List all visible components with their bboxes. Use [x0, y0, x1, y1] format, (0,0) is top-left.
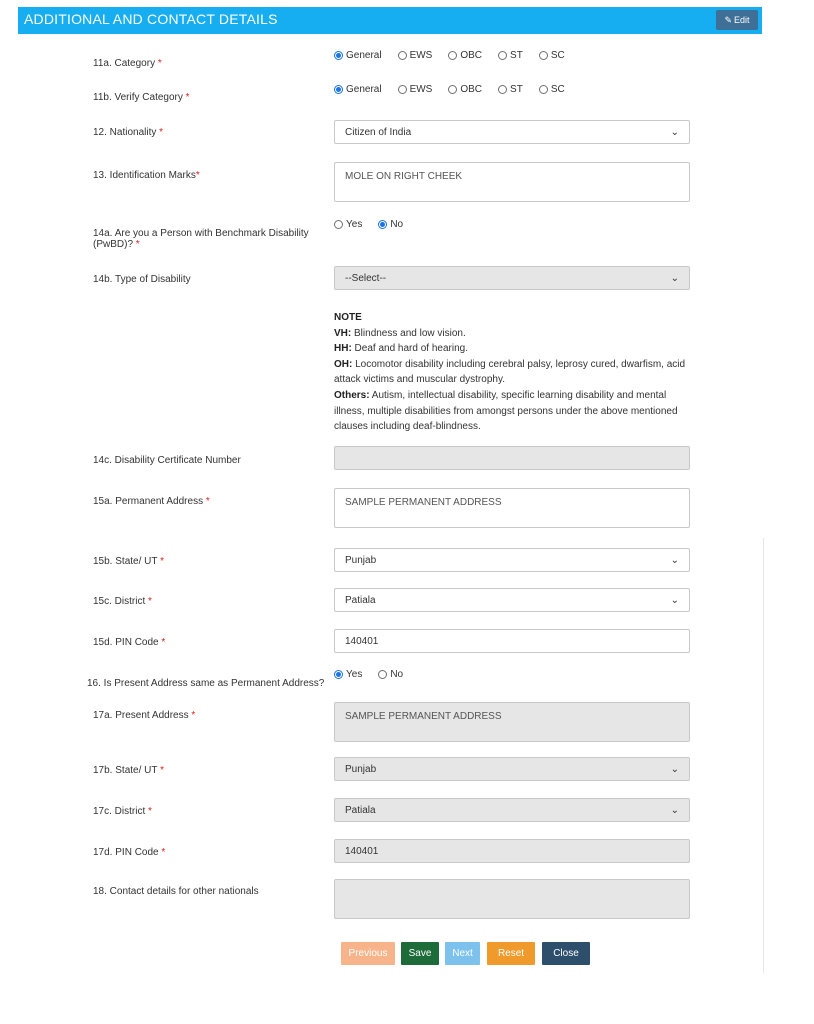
same-address-radio-group: [334, 669, 419, 680]
next-button[interactable]: Next: [445, 942, 480, 965]
verify-category-radio-ews[interactable]: EWS: [398, 84, 433, 95]
chevron-down-icon: ⌄: [670, 272, 679, 284]
category-radio-obc[interactable]: OBC: [448, 50, 482, 61]
pwbd-radio-no[interactable]: No: [378, 219, 403, 230]
nationality-label: 12. Nationality *: [93, 127, 164, 138]
same-address-radio-no[interactable]: No: [378, 669, 403, 680]
permanent-pin-input[interactable]: 140401: [334, 629, 690, 653]
chevron-down-icon: ⌄: [670, 554, 679, 566]
permanent-pin-label: 15d. PIN Code *: [93, 637, 166, 648]
disability-type-label: 14b. Type of Disability: [93, 274, 191, 285]
verify-category-label: 11b. Verify Category *: [93, 92, 190, 103]
save-button[interactable]: Save: [401, 942, 439, 965]
disability-certificate-input[interactable]: [334, 446, 690, 470]
present-state-select[interactable]: Punjab ⌄: [334, 757, 690, 781]
category-label: 11a. Category *: [93, 58, 162, 69]
permanent-district-label: 15c. District *: [93, 596, 152, 607]
verify-category-radio-general[interactable]: General: [334, 84, 382, 95]
close-button[interactable]: Close: [542, 942, 590, 965]
verify-category-radio-sc[interactable]: SC: [539, 84, 565, 95]
pwbd-radio-yes[interactable]: Yes: [334, 219, 362, 230]
category-radio-st[interactable]: ST: [498, 50, 523, 61]
disability-certificate-label: 14c. Disability Certificate Number: [93, 455, 241, 466]
present-address-label: 17a. Present Address *: [93, 710, 196, 721]
disability-note: NOTE VH: Blindness and low vision. HH: Deaf and hard of hearing. OH: Locomotor disability including cerebral palsy, leprosy cured, dwarfism, acid attack victims and muscular dystrophy. Others: Autism, intellectual disability, specific learning disability and mental illness, multiple disabilities from amongst persons under the above mentioned clauses including deaf-blindness.: [334, 312, 686, 433]
permanent-district-select[interactable]: Patiala ⌄: [334, 588, 690, 612]
permanent-state-select[interactable]: Punjab ⌄: [334, 548, 690, 572]
identification-marks-field[interactable]: MOLE ON RIGHT CHEEK: [334, 162, 690, 202]
category-radio-sc[interactable]: SC: [539, 50, 565, 61]
pwbd-radio-group: [334, 219, 419, 230]
note-title: NOTE: [334, 312, 362, 323]
category-radio-group: [334, 50, 581, 61]
permanent-address-field[interactable]: SAMPLE PERMANENT ADDRESS: [334, 488, 690, 528]
same-address-label: 16. Is Present Address same as Permanent Address?: [87, 678, 325, 689]
category-radio-ews[interactable]: EWS: [398, 50, 433, 61]
reset-button[interactable]: Reset: [487, 942, 535, 965]
chevron-down-icon: ⌄: [670, 763, 679, 775]
present-pin-input[interactable]: 140401: [334, 839, 690, 863]
disability-type-select[interactable]: --Select-- ⌄: [334, 266, 690, 290]
section-title: ADDITIONAL AND CONTACT DETAILS: [24, 11, 278, 27]
other-contact-field[interactable]: [334, 879, 690, 919]
present-district-label: 17c. District *: [93, 806, 152, 817]
permanent-state-label: 15b. State/ UT *: [93, 556, 164, 567]
present-pin-label: 17d. PIN Code *: [93, 847, 166, 858]
section-header: [18, 7, 762, 34]
edit-icon: ✎: [724, 14, 733, 25]
verify-category-radio-group: [334, 84, 581, 95]
page-divider: [763, 538, 764, 973]
edit-button-label: Edit: [734, 15, 750, 25]
nationality-select[interactable]: Citizen of India ⌄: [334, 120, 690, 144]
previous-button[interactable]: Previous: [341, 942, 395, 965]
other-contact-label: 18. Contact details for other nationals: [93, 886, 259, 897]
verify-category-radio-obc[interactable]: OBC: [448, 84, 482, 95]
chevron-down-icon: ⌄: [670, 126, 679, 138]
chevron-down-icon: ⌄: [670, 804, 679, 816]
identification-marks-label: 13. Identification Marks*: [93, 170, 200, 181]
verify-category-radio-st[interactable]: ST: [498, 84, 523, 95]
present-district-select[interactable]: Patiala ⌄: [334, 798, 690, 822]
edit-button[interactable]: [716, 10, 758, 30]
present-address-field[interactable]: SAMPLE PERMANENT ADDRESS: [334, 702, 690, 742]
present-state-label: 17b. State/ UT *: [93, 765, 164, 776]
category-radio-general[interactable]: General: [334, 50, 382, 61]
pwbd-label: 14a. Are you a Person with Benchmark Disability (PwBD)? *: [93, 228, 309, 250]
permanent-address-label: 15a. Permanent Address *: [93, 496, 210, 507]
chevron-down-icon: ⌄: [670, 594, 679, 606]
same-address-radio-yes[interactable]: Yes: [334, 669, 362, 680]
